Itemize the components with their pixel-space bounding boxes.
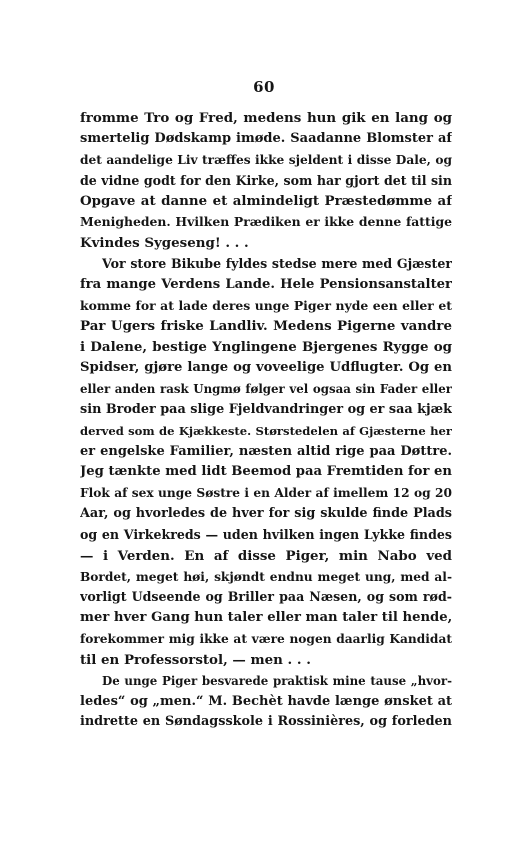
text-line: det aandelige Liv træffes ikke sjeldent i disse Dale, og xyxy=(80,152,452,167)
text-line: og en Virkekreds — uden hvilken ingen Lykke findes xyxy=(80,526,452,542)
text-line: Jeg tænkte med lidt Beemod paa Fremtiden for en xyxy=(80,464,452,480)
text-line: forekommer mig ikke at være nogen daarlig Kandidat xyxy=(80,632,452,647)
text-line: Par Ugers friske Landliv. Medens Pigerne vandre xyxy=(80,318,452,335)
text-line: Menigheden. Hvilken Prædiken er ikke denne fattige xyxy=(80,214,452,230)
text-line: til en Professorstol, — men . . . xyxy=(80,651,311,668)
text-line: mer hver Gang hun taler eller man taler til hende, xyxy=(80,610,452,626)
text-line: Spidser, gjøre lange og voveelige Udflugter. Og en xyxy=(80,360,452,376)
text-line: komme for at lade deres unge Piger nyde een eller et xyxy=(80,297,452,313)
text-line: er engelske Familier, næsten altid rige paa Døttre. xyxy=(80,443,452,459)
text-line: — i Verden. En af disse Piger, min Nabo ved xyxy=(80,547,452,564)
text-line: vorligt Udseende og Briller paa Næsen, og som rød- xyxy=(80,589,452,605)
text-line: i Dalene, bestige Ynglingene Bjergenes Rygge og xyxy=(80,339,452,356)
page-number: 60 xyxy=(253,78,275,96)
text-line: Vor store Bikube fyldes stedse mere med Gjæster xyxy=(102,255,452,271)
text-line: de vidne godt for den Kirke, som har gjort det til sin xyxy=(80,172,452,188)
text-line: Flok af sex unge Søstre i en Alder af imellem 12 og 20 xyxy=(80,486,452,501)
text-line: sin Broder paa slige Fjeldvandringer og er saa kjæk xyxy=(80,401,452,417)
text-line: Opgave at danne et almindeligt Præstedømme af xyxy=(80,193,452,210)
text-line: smertelig Dødskamp imøde. Saadanne Blomster af xyxy=(80,130,452,146)
text-line: De unge Piger besvarede praktisk mine tause „hvor- xyxy=(102,673,452,688)
text-line: ledes“ og „men.“ M. Bechèt havde længe ønsket at xyxy=(80,693,452,709)
text-line: derved som de Kjækkeste. Størstedelen af Gjæsterne her xyxy=(80,423,452,438)
text-line: Aar, og hvorledes de hver for sig skulde finde Plads xyxy=(80,506,452,522)
text-line: Kvindes Sygeseng! . . . xyxy=(80,235,249,252)
text-line: fromme Tro og Fred, medens hun gik en lang og xyxy=(80,110,452,126)
text-line: fra mange Verdens Lande. Hele Pensionsanstalter xyxy=(80,276,452,292)
body-text xyxy=(80,108,452,733)
text-line: Bordet, meget høi, skjøndt endnu meget ung, med al- xyxy=(80,569,452,584)
text-line: indrette en Søndagsskole i Rossinières, og forleden xyxy=(80,714,452,730)
text-line: eller anden rask Ungmø følger vel ogsaa sin Fader eller xyxy=(80,381,452,396)
